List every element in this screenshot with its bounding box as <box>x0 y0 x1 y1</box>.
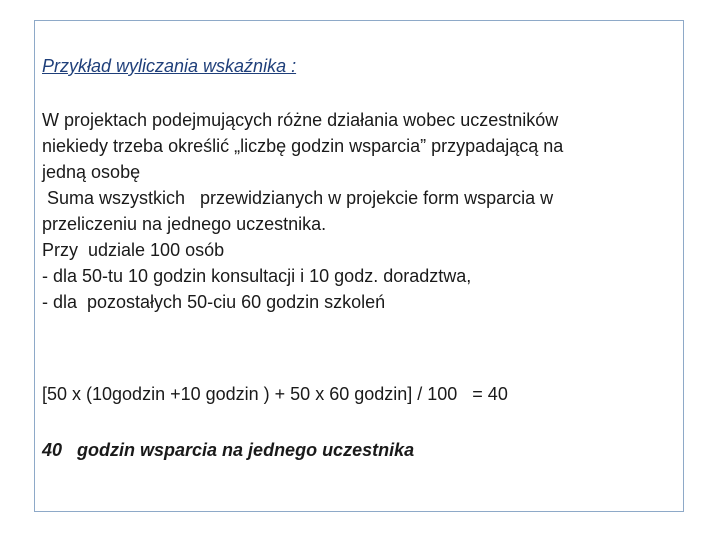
slide-frame <box>34 20 684 512</box>
calculation-formula: [50 x (10godzin +10 godzin ) + 50 x 60 godzin] / 100 = 40 <box>42 384 508 404</box>
description-paragraph <box>42 107 678 315</box>
text-line: - dla pozostałych 50-ciu 60 godzin szkoleń <box>42 292 386 312</box>
text-line: W projektach podejmujących różne działania wobec uczestników <box>42 110 559 130</box>
text-line: - dla 50-tu 10 godzin konsultacji i 10 godz. doradztwa, <box>42 266 472 286</box>
text-line: jedną osobę <box>42 162 141 182</box>
calculation-result: 40 godzin wsparcia na jednego uczestnika <box>42 440 415 460</box>
slide-heading: Przykład wyliczania wskaźnika : <box>42 56 297 76</box>
text-line: Suma wszystkich przewidzianych w projekcie form wsparcia w <box>42 188 554 208</box>
text-line: przeliczeniu na jednego uczestnika. <box>42 214 327 234</box>
text-line: Przy udziale 100 osób <box>42 240 225 260</box>
slide-content <box>42 53 678 463</box>
text-line: niekiedy trzeba określić „liczbę godzin wsparcia” przypadającą na <box>42 136 564 156</box>
